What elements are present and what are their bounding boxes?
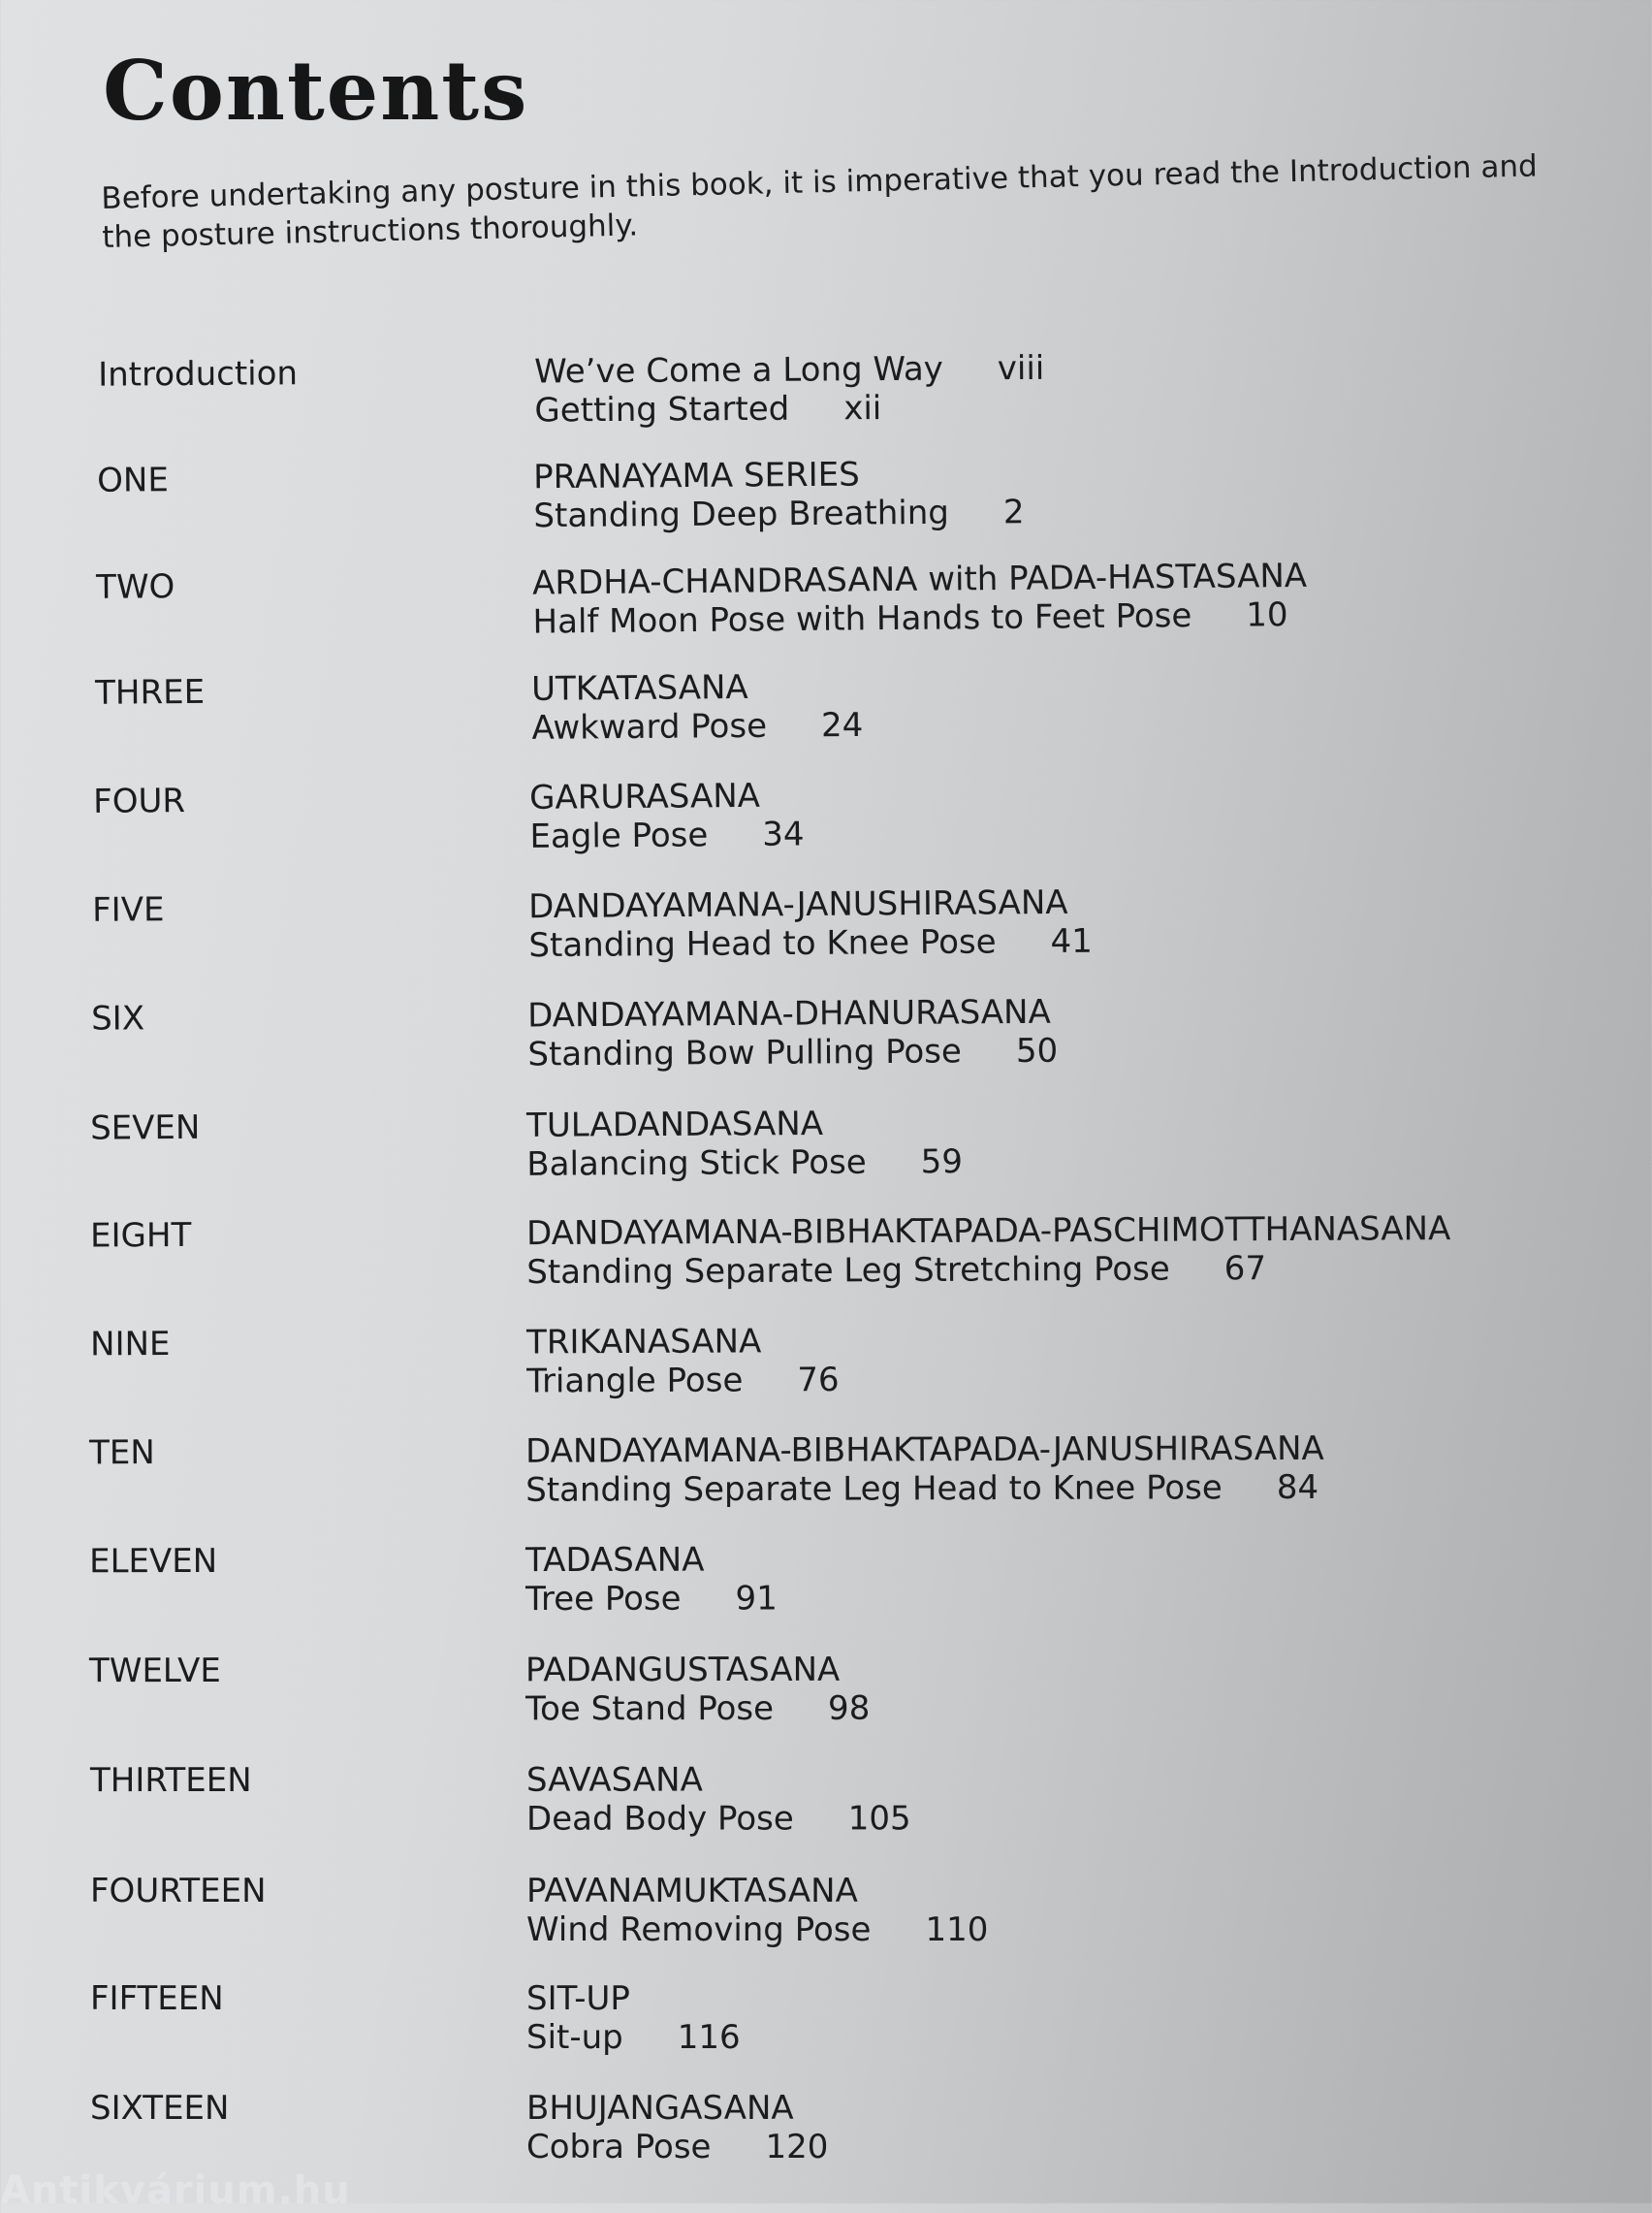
section-title xyxy=(526,1361,839,1400)
page-number: 98 xyxy=(828,1688,871,1728)
chapter-label: TWELVE xyxy=(89,1651,221,1691)
entry-text: Tree Pose xyxy=(525,1579,682,1620)
section-heading xyxy=(526,1872,858,1910)
toc-entry xyxy=(89,1649,1652,1748)
page-number: 2 xyxy=(1002,493,1025,532)
page-title: Contents xyxy=(103,43,529,139)
watermark-text: Antikvárium.hu xyxy=(0,2168,351,2213)
entry-text: SIT-UP xyxy=(526,1979,630,2018)
entry-text: Triangle Pose xyxy=(526,1361,744,1401)
entry-text: PAVANAMUKTASANA xyxy=(526,1872,858,1910)
entry-text: Standing Separate Leg Stretching Pose xyxy=(526,1249,1170,1293)
section-heading xyxy=(526,1761,703,1800)
section-heading xyxy=(531,668,748,709)
toc-entry xyxy=(97,448,1652,558)
chapter-label: THREE xyxy=(95,672,206,713)
section-title xyxy=(529,815,804,855)
entry-text: Balancing Stick Pose xyxy=(526,1142,867,1184)
section-title xyxy=(526,1799,911,1838)
page-number: 34 xyxy=(762,815,805,854)
entry-text: DANDAYAMANA-JANUSHIRASANA xyxy=(527,882,1068,927)
toc-entry xyxy=(90,1318,1652,1422)
entry-text: Sit-up xyxy=(526,2018,623,2057)
chapter-label: EIGHT xyxy=(90,1215,192,1256)
chapter-label: SIX xyxy=(91,999,145,1039)
section-title xyxy=(525,1468,1318,1510)
chapter-label: ELEVEN xyxy=(89,1541,218,1582)
section-heading xyxy=(527,993,1051,1036)
section-heading xyxy=(525,1429,1324,1471)
chapter-label: ONE xyxy=(97,461,170,500)
entry-text: UTKATASANA xyxy=(530,667,748,709)
section-title xyxy=(525,1689,870,1729)
entry-text: TRIKANASANA xyxy=(525,1322,762,1363)
section-heading xyxy=(525,1541,705,1580)
page-number: 84 xyxy=(1276,1467,1319,1508)
entry-text: DANDAYAMANA-BIBHAKTAPADA-PASCHIMOTTHANASANA xyxy=(525,1209,1451,1254)
toc-entry xyxy=(91,988,1652,1097)
chapter-label: THIRTEEN xyxy=(90,1760,252,1801)
entry-text: We’ve Come a Long Way xyxy=(533,349,943,392)
toc-entry xyxy=(98,344,1652,453)
section-title xyxy=(532,595,1287,641)
page-number: 110 xyxy=(925,1910,989,1949)
section-heading xyxy=(526,1979,630,2018)
section-title xyxy=(525,1579,778,1619)
page-number: 24 xyxy=(820,705,864,746)
chapter-label: SEVEN xyxy=(90,1107,201,1148)
entry-text: PADANGUSTASANA xyxy=(524,1650,841,1690)
section-title xyxy=(526,2128,828,2166)
page-number: 91 xyxy=(735,1579,778,1619)
section-title xyxy=(526,1249,1266,1292)
entry-text: Dead Body Pose xyxy=(526,1799,794,1839)
chapter-label: FIFTEEN xyxy=(90,1979,224,2018)
chapter-label: NINE xyxy=(90,1325,171,1364)
section-heading xyxy=(534,349,1044,392)
section-title xyxy=(526,1910,988,1949)
chapter-label: SIXTEEN xyxy=(90,2089,230,2128)
toc-entry xyxy=(90,1208,1652,1314)
page-number: 67 xyxy=(1223,1249,1267,1289)
entry-text: Getting Started xyxy=(534,389,790,431)
toc-entry xyxy=(90,1872,1652,1969)
section-heading xyxy=(525,1651,840,1690)
section-title xyxy=(527,1032,1058,1074)
section-heading xyxy=(529,777,760,818)
toc-entry xyxy=(95,659,1652,771)
entry-text: GARURASANA xyxy=(528,776,761,818)
entry-text: Standing Bow Pulling Pose xyxy=(527,1032,963,1074)
entry-text: Standing Deep Breathing xyxy=(533,493,950,536)
toc-entry xyxy=(92,878,1652,987)
section-heading xyxy=(533,456,860,497)
entry-text: Cobra Pose xyxy=(526,2128,712,2166)
section-title xyxy=(526,1142,963,1184)
toc-entry xyxy=(89,1427,1652,1530)
section-title xyxy=(526,2018,741,2057)
entry-text: Standing Head to Knee Pose xyxy=(528,922,997,966)
page-number: 59 xyxy=(920,1142,964,1182)
chapter-label: FOURTEEN xyxy=(90,1872,267,1910)
page-number: 50 xyxy=(1015,1031,1059,1072)
entry-text: Wind Removing Pose xyxy=(526,1910,872,1949)
toc-entry xyxy=(90,1979,1652,2076)
page-number: 116 xyxy=(677,2018,741,2057)
toc-entry xyxy=(89,1538,1652,1639)
chapter-label: Introduction xyxy=(98,354,299,395)
section-heading xyxy=(526,2089,794,2128)
chapter-label: TEN xyxy=(89,1433,155,1473)
chapter-label: FOUR xyxy=(93,782,186,821)
entry-text: TADASANA xyxy=(524,1540,705,1581)
section-heading xyxy=(528,883,1068,926)
page-number: xii xyxy=(843,389,882,429)
entry-text: Half Moon Pose with Hands to Feet Pose xyxy=(532,596,1192,642)
page-number: viii xyxy=(997,348,1045,389)
page-number: 105 xyxy=(847,1799,911,1839)
toc-entry xyxy=(93,768,1652,880)
section-heading xyxy=(526,1209,1450,1253)
entry-text: DANDAYAMANA-BIBHAKTAPADA-JANUSHIRASANA xyxy=(524,1428,1324,1471)
entry-text: TULADANDASANA xyxy=(525,1104,824,1145)
entry-text: PRANAYAMA SERIES xyxy=(532,455,860,497)
page-number: 41 xyxy=(1050,921,1094,961)
section-title xyxy=(533,493,1024,535)
section-title xyxy=(531,706,863,748)
entry-text: BHUJANGASANA xyxy=(526,2089,794,2128)
toc-entry xyxy=(90,1099,1652,1205)
entry-text: SAVASANA xyxy=(525,1760,703,1800)
page-number: 120 xyxy=(765,2128,829,2166)
toc-entry xyxy=(90,1760,1652,1858)
toc-entry xyxy=(96,553,1652,665)
chapter-label: FIVE xyxy=(92,890,165,930)
chapter-label: TWO xyxy=(96,567,175,607)
entry-text: Toe Stand Pose xyxy=(525,1688,775,1729)
section-title xyxy=(528,922,1093,966)
page-number: 10 xyxy=(1246,595,1288,635)
section-heading xyxy=(526,1322,761,1362)
entry-text: Awkward Pose xyxy=(531,706,768,748)
entry-text: Eagle Pose xyxy=(529,816,709,856)
section-heading xyxy=(526,1105,823,1145)
section-title xyxy=(534,389,881,430)
page-number: 76 xyxy=(797,1361,840,1400)
intro-paragraph: Before undertaking any posture in this book, it is imperative that you read the Introduction and the posture instructions thoroughly. xyxy=(101,148,1539,255)
entry-text: DANDAYAMANA-DHANURASANA xyxy=(526,992,1051,1036)
entry-text: ARDHA-CHANDRASANA with PADA-HASTASANA xyxy=(531,556,1308,603)
entry-text: Standing Separate Leg Head to Knee Pose xyxy=(525,1468,1223,1510)
